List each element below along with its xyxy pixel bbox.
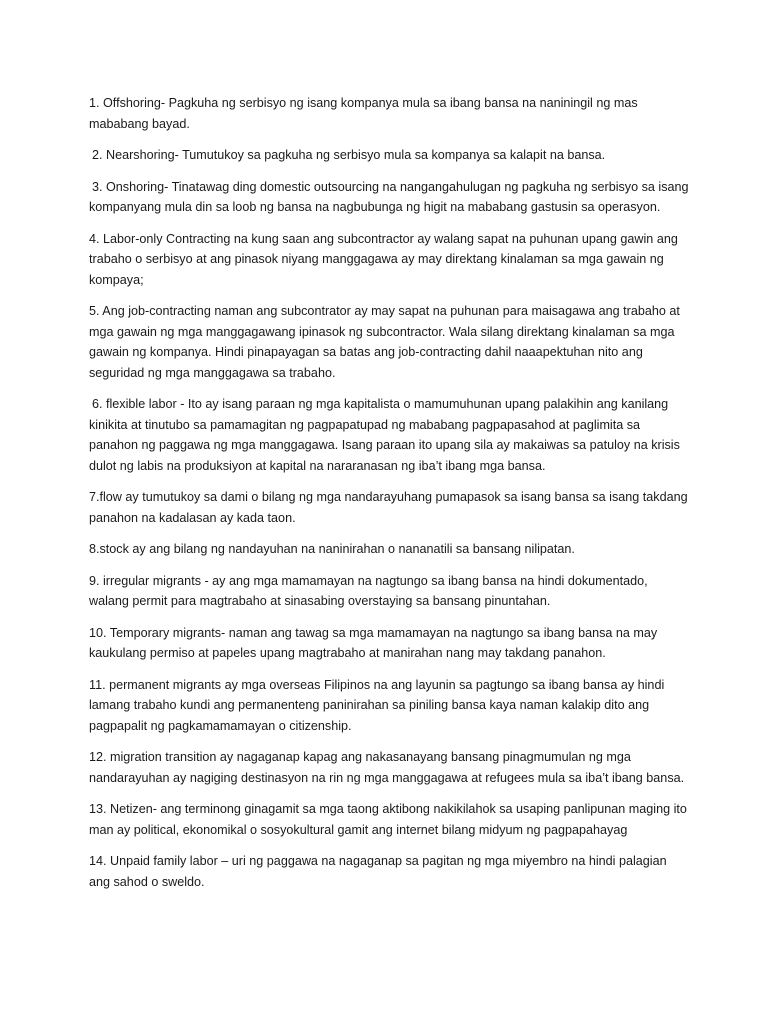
paragraph-stock: 8.stock ay ang bilang ng nandayuhan na naninirahan o nananatili sa bansang nilipatan.	[89, 542, 575, 556]
document-body	[89, 93, 689, 903]
paragraph-migration-transition: 12. migration transition ay nagaganap kapag ang nakasanayang bansang pinagmumulan ng mga nandarayuhan ay nagiging destinasyon na rin ng mga manggagawa at refugees mula sa iba’t ibang bansa.	[89, 750, 685, 785]
paragraph-irregular-migrants: 9. irregular migrants - ay ang mga mamamayan na nagtungo sa ibang bansa na hindi dokumentado, walang permit para magtrabaho at sinasabing overstaying sa bansang pinuntahan.	[89, 573, 648, 608]
paragraph-flexible-labor: 6. flexible labor - Ito ay isang paraan ng mga kapitalista o mamumuhunan upang palakihin ang kanilang kinikita at tinutubo sa pamamagitan ng pagpapatupad ng mababang pagpapasahod at paglimita sa panahon ng paggawa ng mga manggagawa. Isang paraan ito upang sila ay makaiwas sa patuloy na krisis dulot ng labis na produksiyon at kapital na nararanasan ng iba’t ibang mga bansa.	[89, 397, 680, 473]
paragraph-temporary-migrants: 10. Temporary migrants- naman ang tawag sa mga mamamayan na nagtungo sa ibang bansa na may kaukulang permiso at papeles upang magtrabaho at manirahan nang may takdang panahon.	[89, 625, 658, 660]
paragraph-nearshoring: 2. Nearshoring- Tumutukoy sa pagkuha ng serbisyo mula sa kompanya sa kalapit na bansa.	[92, 148, 606, 162]
paragraph-permanent-migrants: 11. permanent migrants ay mga overseas Filipinos na ang layunin sa pagtungo sa ibang bansa ay hindi lamang trabaho kundi ang permanenteng paninirahan sa piniling bansa kaya naman kalakip dito ang pagpapalit ng pagkamamamayan o citizenship.	[89, 677, 665, 733]
paragraph-onshoring: 3. Onshoring- Tinatawag ding domestic outsourcing na nangangahulugan ng pagkuha ng serbisyo sa isang kompanyang mula din sa loob ng bansa na nagbubunga ng higit na mababang gastusin sa operasyon.	[89, 179, 689, 214]
paragraph-offshoring: 1. Offshoring- Pagkuha ng serbisyo ng isang kompanya mula sa ibang bansa na naniningil ng mas mababang bayad.	[89, 96, 638, 131]
paragraph-unpaid-family-labor: 14. Unpaid family labor – uri ng paggawa na nagaganap sa pagitan ng mga miyembro na hindi palagian ang sahod o sweldo.	[89, 854, 667, 889]
paragraph-job-contracting: 5. Ang job-contracting naman ang subcontrator ay may sapat na puhunan para maisagawa ang trabaho at mga gawain ng mga manggagawang ipinasok ng subcontractor. Wala silang direktang kinalaman sa mga gawain ng kompanya. Hindi pinapayagan sa batas ang job-contracting dahil naaapektuhan nito ang seguridad ng mga manggagawa sa trabaho.	[89, 304, 680, 380]
paragraph-labor-only-contracting: 4. Labor-only Contracting na kung saan ang subcontractor ay walang sapat na puhunan upang gawin ang trabaho o serbisyo at ang pinasok niyang manggagawa ay may direktang kinalaman sa mga gawain ng kompaya;	[89, 231, 678, 287]
paragraph-netizen: 13. Netizen- ang terminong ginagamit sa mga taong aktibong nakikilahok sa usaping panlipunan maging ito man ay political, ekonomikal o sosyokultural gamit ang internet bilang midyum ng pagpapahayag	[89, 802, 687, 837]
paragraph-flow: 7.flow ay tumutukoy sa dami o bilang ng mga nandarayuhang pumapasok sa isang bansa sa isang takdang panahon na kadalasan ay kada taon.	[89, 490, 688, 525]
